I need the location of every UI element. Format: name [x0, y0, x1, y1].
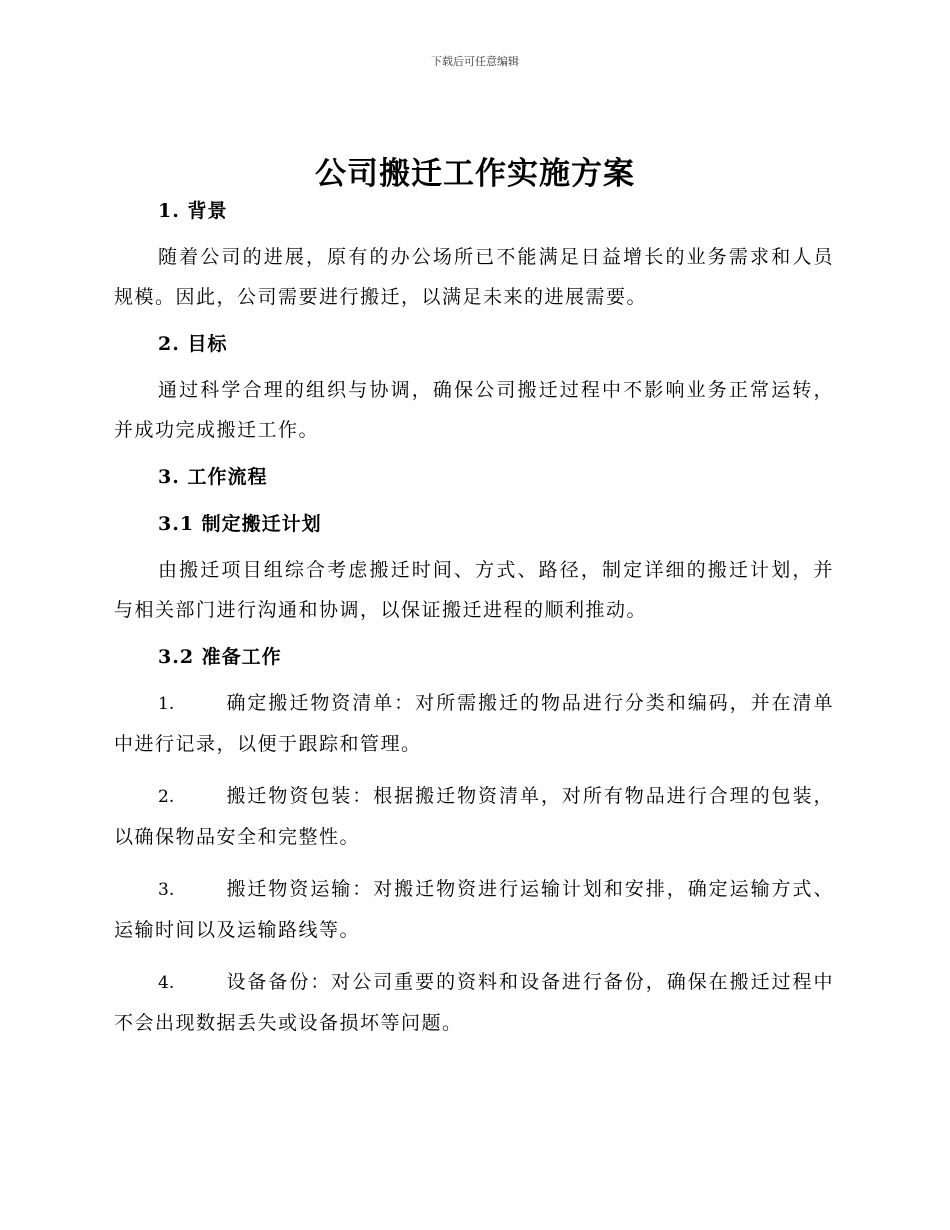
prep-item-number: 3. [158, 880, 175, 900]
prep-item-number: 2. [158, 787, 175, 807]
prep-item-number: 1. [158, 694, 175, 714]
section-heading-plan: 3.1 制定搬迁计划 [158, 513, 322, 535]
section-heading-goal: 2. 目标 [158, 333, 228, 355]
section-heading-prep: 3.2 准备工作 [158, 646, 282, 668]
prep-item-text: 搬迁物资运输：对搬迁物资进行运输计划和安排，确定运输方式、运输时间以及运输路线等。 [114, 878, 834, 941]
prep-item-text: 确定搬迁物资清单：对所需搬迁的物品进行分类和编码，并在清单中进行记录，以便于跟踪和管理。 [114, 692, 834, 755]
section-body-goal: 通过科学合理的组织与协调，确保公司搬迁过程中不影响业务正常运转，并成功完成搬迁工作。 [114, 379, 834, 441]
section-heading-workflow: 3. 工作流程 [158, 466, 268, 488]
prep-item [114, 683, 834, 764]
prep-item-text: 搬迁物资包装：根据搬迁物资清单，对所有物品进行合理的包装，以确保物品安全和完整性。 [114, 785, 834, 848]
section-body-plan: 由搬迁项目组综合考虑搬迁时间、方式、路径，制定详细的搬迁计划，并与相关部门进行沟通和协调，以保证搬迁进程的顺利推动。 [114, 559, 834, 621]
header-note: 下载后可任意编辑 [431, 55, 519, 68]
prep-item-text: 设备备份：对公司重要的资料和设备进行备份，确保在搬迁过程中不会出现数据丢失或设备损坏等问题。 [114, 971, 834, 1034]
prep-item [114, 962, 834, 1043]
document-body [114, 196, 834, 1043]
prep-item [114, 869, 834, 950]
prep-item-number: 4. [158, 973, 175, 993]
section-body-background: 随着公司的进展，原有的办公场所已不能满足日益增长的业务需求和人员规模。因此，公司需要进行搬迁，以满足未来的进展需要。 [114, 246, 834, 308]
prep-item [114, 776, 834, 857]
document-title: 公司搬迁工作实施方案 [315, 156, 635, 192]
section-heading-background: 1. 背景 [158, 200, 228, 222]
